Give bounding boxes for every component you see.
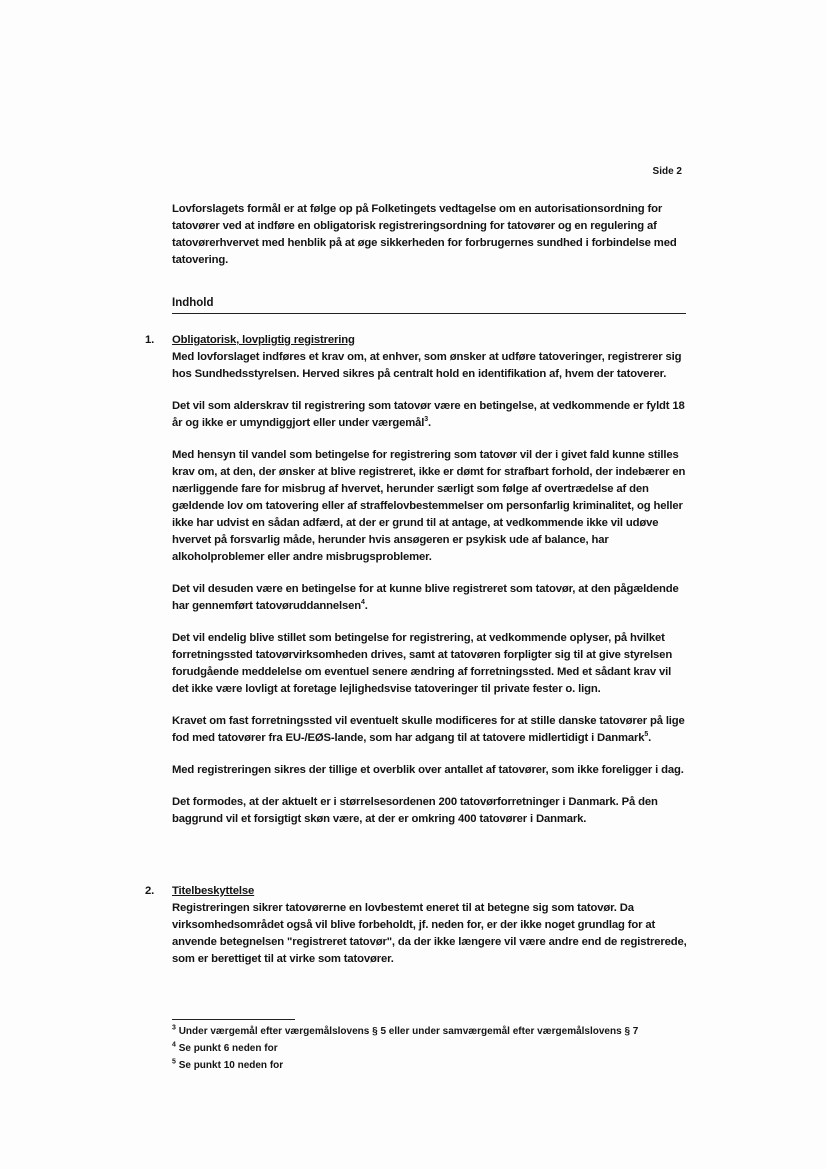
section-title: Titelbeskyttelse	[172, 885, 255, 897]
footnote-reference: 5	[644, 731, 649, 739]
section-title: Obligatorisk, lovpligtig registrering	[172, 334, 355, 346]
footnote: $^4$ Se punkt 6 neden for	[172, 1041, 278, 1054]
paragraph: Kravet om fast forretningssted vil eventuelt skulle modificeres for at stille danske tatovører på lige fod med tatovører fra EU-/EØS-lande, som har adgang til at tatovere midlertidigt i Danmark$^5$.	[172, 715, 685, 744]
intro-paragraph: Lovforslagets formål er at følge op på Folketingets vedtagelse om en autorisationsordning for tatovører ved at indføre en obligatorisk registreringsordning for tatovører og en regulering af tatovørerhvervet med henblik på at øge sikkerheden for forbrugernes sundhed i forbindelse med tatovering.	[172, 203, 677, 266]
paragraph: Det formodes, at der aktuelt er i størrelsesordenen 200 tatovørforretninger i Danmark. På den baggrund vil et forsigtigt skøn være, at der er omkring 400 tatovører i Danmark.	[172, 796, 658, 825]
paragraph: Med registreringen sikres der tillige et overblik over antallet af tatovører, som ikke foreligger i dag.	[172, 764, 684, 776]
paragraph: Med hensyn til vandel som betingelse for registrering som tatovør vil der i givet fald kunne stilles krav om, at den, der ønsker at blive registreret, ikke er dømt for strafbart forhold, der indebærer en nærliggende fare for misbrug af hvervet, herunder særligt som følge af overtrædelse af den gældende lov om tatovering eller af straffelovbestemmelser om personfarlig kriminalitet, og heller ikke har udvist en sådan adfærd, at der er grund til at antage, at vedkommende ikke vil udøve hvervet på forsvarlig måde, herunder hvis ansøgeren er psykisk ude af balance, har alkoholproblemer eller andre misbrugsproblemer.	[172, 449, 686, 563]
footnote: $^5$ Se punkt 10 neden for	[172, 1058, 284, 1071]
footnote-divider	[172, 1019, 295, 1020]
footnotes	[172, 1023, 692, 1074]
section-heading-indhold: Indhold	[172, 297, 686, 314]
section-2	[145, 883, 690, 983]
footnote-reference: 3	[424, 416, 428, 424]
section-number: 1.	[145, 334, 155, 346]
paragraph: Det vil endelig blive stillet som betingelse for registrering, at vedkommende oplyser, på hvilket forretningssted tatovørvirksomheden drives, samt at tatovøren forpligter sig til at give styrelsen forudgående meddelelse om eventuel senere ændring af forretningssted. Med et sådant krav vil det ikke være lovligt at foretage lejlighedsvise tatoveringer til private fester o. lign.	[172, 632, 673, 695]
footnote: $^3$ Under værgemål efter værgemålslovens § 5 eller under samværgemål efter værgemålslovens § 7	[172, 1024, 639, 1037]
section-number: 2.	[145, 885, 155, 897]
page-number: Side 2	[652, 166, 682, 177]
paragraph: Det vil desuden være en betingelse for at kunne blive registreret som tatovør, at den pågældende har gennemført tatovøruddannelsen$^4$.	[172, 583, 679, 612]
footnote-reference: 4	[361, 599, 365, 607]
paragraph: Registreringen sikrer tatovørerne en lovbestemt eneret til at betegne sig som tatovør. Da virksomhedsområdet også vil blive forbeholdt, jf. neden for, er der ikke noget grundlag for at anvende betegnelsen "registreret tatovør", da der ikke længere vil være andre end de registrerede, som er berettiget til at virke som tatovører.	[172, 902, 687, 965]
section-1	[145, 332, 690, 843]
paragraph: Det vil som alderskrav til registrering som tatovør være en betingelse, at vedkommende er fyldt 18 år og ikke er umyndiggjort eller under værgemål$^3$.	[172, 400, 685, 429]
paragraph: Med lovforslaget indføres et krav om, at enhver, som ønsker at udføre tatoveringer, registrerer sig hos Sundhedsstyrelsen. Herved sikres på centralt hold en identifikation af, hvem der tatoverer.	[172, 351, 682, 380]
